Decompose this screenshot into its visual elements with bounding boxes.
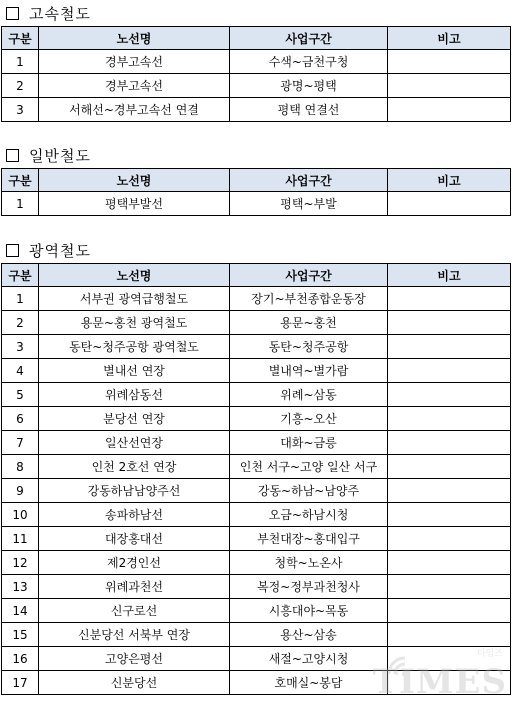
- cell-section: 시흥대야~목동: [230, 599, 388, 623]
- cell-route-name: 신분당선: [39, 671, 230, 695]
- cell-note: [388, 50, 511, 74]
- cell-section: 강동~하남~남양주: [230, 479, 388, 503]
- table-row: [2, 431, 511, 455]
- cell-note: [388, 383, 511, 407]
- railway-table: [1, 26, 511, 122]
- table-row: [2, 503, 511, 527]
- header-index: 구분: [2, 27, 39, 50]
- cell-note: [388, 623, 511, 647]
- cell-route-name: 일산선연장: [39, 431, 230, 455]
- railway-table: [1, 168, 511, 216]
- cell-note: [388, 98, 511, 122]
- cell-section: 부천대장~홍대입구: [230, 527, 388, 551]
- cell-route-name: 강동하남남양주선: [39, 479, 230, 503]
- cell-route-name: 송파하남선: [39, 503, 230, 527]
- cell-index: 5: [2, 383, 39, 407]
- cell-note: [388, 287, 511, 311]
- cell-index: 15: [2, 623, 39, 647]
- table-row: [2, 287, 511, 311]
- cell-section: 수색~금천구청: [230, 50, 388, 74]
- cell-index: 12: [2, 551, 39, 575]
- watermark-text: TIMES: [372, 662, 507, 702]
- cell-index: 11: [2, 527, 39, 551]
- cell-section: 장기~부천종합운동장: [230, 287, 388, 311]
- table-row: [2, 192, 511, 216]
- cell-note: [388, 527, 511, 551]
- cell-index: 2: [2, 311, 39, 335]
- cell-note: [388, 407, 511, 431]
- cell-route-name: 서부권 광역급행철도: [39, 287, 230, 311]
- checkbox-square-icon: [6, 7, 19, 20]
- cell-note: [388, 599, 511, 623]
- cell-index: 8: [2, 455, 39, 479]
- cell-section: 오금~하남시청: [230, 503, 388, 527]
- section-title: [0, 142, 513, 168]
- table-header-row: [2, 27, 511, 50]
- table-row: [2, 359, 511, 383]
- header-note: 비고: [388, 264, 511, 287]
- cell-route-name: 위례과천선: [39, 575, 230, 599]
- cell-section: 위례~삼동: [230, 383, 388, 407]
- cell-note: [388, 335, 511, 359]
- watermark-small-text: 타임즈: [476, 649, 503, 659]
- cell-index: 3: [2, 98, 39, 122]
- section: [0, 237, 513, 695]
- table-row: [2, 335, 511, 359]
- section: [0, 0, 513, 122]
- cell-route-name: 신구로선: [39, 599, 230, 623]
- header-section: 사업구간: [230, 27, 388, 50]
- cell-section: 용문~홍천: [230, 311, 388, 335]
- cell-route-name: 용문~홍천 광역철도: [39, 311, 230, 335]
- section: [0, 142, 513, 216]
- table-header-row: [2, 264, 511, 287]
- cell-index: 1: [2, 287, 39, 311]
- table-header-row: [2, 169, 511, 192]
- cell-index: 1: [2, 50, 39, 74]
- section-title: [0, 0, 513, 26]
- cell-section: 호매실~봉담: [230, 671, 388, 695]
- table-row: [2, 50, 511, 74]
- cell-note: [388, 455, 511, 479]
- section-title-text: 일반철도: [29, 146, 91, 165]
- cell-section: 평택 연결선: [230, 98, 388, 122]
- table-row: [2, 599, 511, 623]
- table-row: [2, 74, 511, 98]
- cell-note: [388, 311, 511, 335]
- table-row: [2, 98, 511, 122]
- cell-section: 기흥~오산: [230, 407, 388, 431]
- table-row: [2, 455, 511, 479]
- table-row: [2, 407, 511, 431]
- header-section: 사업구간: [230, 264, 388, 287]
- cell-index: 1: [2, 192, 39, 216]
- cell-note: [388, 479, 511, 503]
- watermark-logo: [372, 644, 507, 702]
- cell-index: 10: [2, 503, 39, 527]
- cell-note: [388, 575, 511, 599]
- cell-section: 대화~금릉: [230, 431, 388, 455]
- cell-index: 3: [2, 335, 39, 359]
- cell-index: 17: [2, 671, 39, 695]
- checkbox-square-icon: [6, 149, 19, 162]
- section-title-text: 고속철도: [29, 4, 91, 23]
- header-note: 비고: [388, 169, 511, 192]
- cell-note: [388, 359, 511, 383]
- cell-index: 14: [2, 599, 39, 623]
- cell-route-name: 대장홍대선: [39, 527, 230, 551]
- section-title-text: 광역철도: [29, 241, 91, 260]
- cell-section: 별내역~별가람: [230, 359, 388, 383]
- header-route-name: 노선명: [39, 264, 230, 287]
- cell-route-name: 분당선 연장: [39, 407, 230, 431]
- table-row: [2, 383, 511, 407]
- cell-route-name: 경부고속선: [39, 74, 230, 98]
- cell-route-name: 별내선 연장: [39, 359, 230, 383]
- table-row: [2, 479, 511, 503]
- table-row: [2, 551, 511, 575]
- cell-route-name: 동탄~청주공항 광역철도: [39, 335, 230, 359]
- header-route-name: 노선명: [39, 27, 230, 50]
- cell-section: 평택~부발: [230, 192, 388, 216]
- cell-section: 인천 서구~고양 일산 서구: [230, 455, 388, 479]
- header-index: 구분: [2, 169, 39, 192]
- header-note: 비고: [388, 27, 511, 50]
- header-route-name: 노선명: [39, 169, 230, 192]
- cell-index: 6: [2, 407, 39, 431]
- cell-note: [388, 192, 511, 216]
- cell-section: 새절~고양시청: [230, 647, 388, 671]
- cell-section: 청학~노온사: [230, 551, 388, 575]
- table-row: [2, 527, 511, 551]
- cell-index: 4: [2, 359, 39, 383]
- cell-route-name: 서해선~경부고속선 연결: [39, 98, 230, 122]
- cell-route-name: 고양은평선: [39, 647, 230, 671]
- cell-index: 13: [2, 575, 39, 599]
- cell-note: [388, 503, 511, 527]
- cell-section: 용산~삼송: [230, 623, 388, 647]
- cell-section: 동탄~청주공항: [230, 335, 388, 359]
- table-row: [2, 575, 511, 599]
- cell-section: 광명~평택: [230, 74, 388, 98]
- cell-note: [388, 74, 511, 98]
- header-index: 구분: [2, 264, 39, 287]
- table-row: [2, 623, 511, 647]
- cell-route-name: 위례삼동선: [39, 383, 230, 407]
- cell-index: 9: [2, 479, 39, 503]
- cell-note: [388, 431, 511, 455]
- cell-route-name: 신분당선 서북부 연장: [39, 623, 230, 647]
- cell-index: 16: [2, 647, 39, 671]
- table-row: [2, 311, 511, 335]
- cell-index: 2: [2, 74, 39, 98]
- cell-note: [388, 551, 511, 575]
- section-title: [0, 237, 513, 263]
- cell-route-name: 제2경인선: [39, 551, 230, 575]
- cell-route-name: 경부고속선: [39, 50, 230, 74]
- cell-section: 복정~정부과천청사: [230, 575, 388, 599]
- checkbox-square-icon: [6, 244, 19, 257]
- railway-table: [1, 263, 511, 695]
- cell-route-name: 평택부발선: [39, 192, 230, 216]
- header-section: 사업구간: [230, 169, 388, 192]
- cell-index: 7: [2, 431, 39, 455]
- cell-route-name: 인천 2호선 연장: [39, 455, 230, 479]
